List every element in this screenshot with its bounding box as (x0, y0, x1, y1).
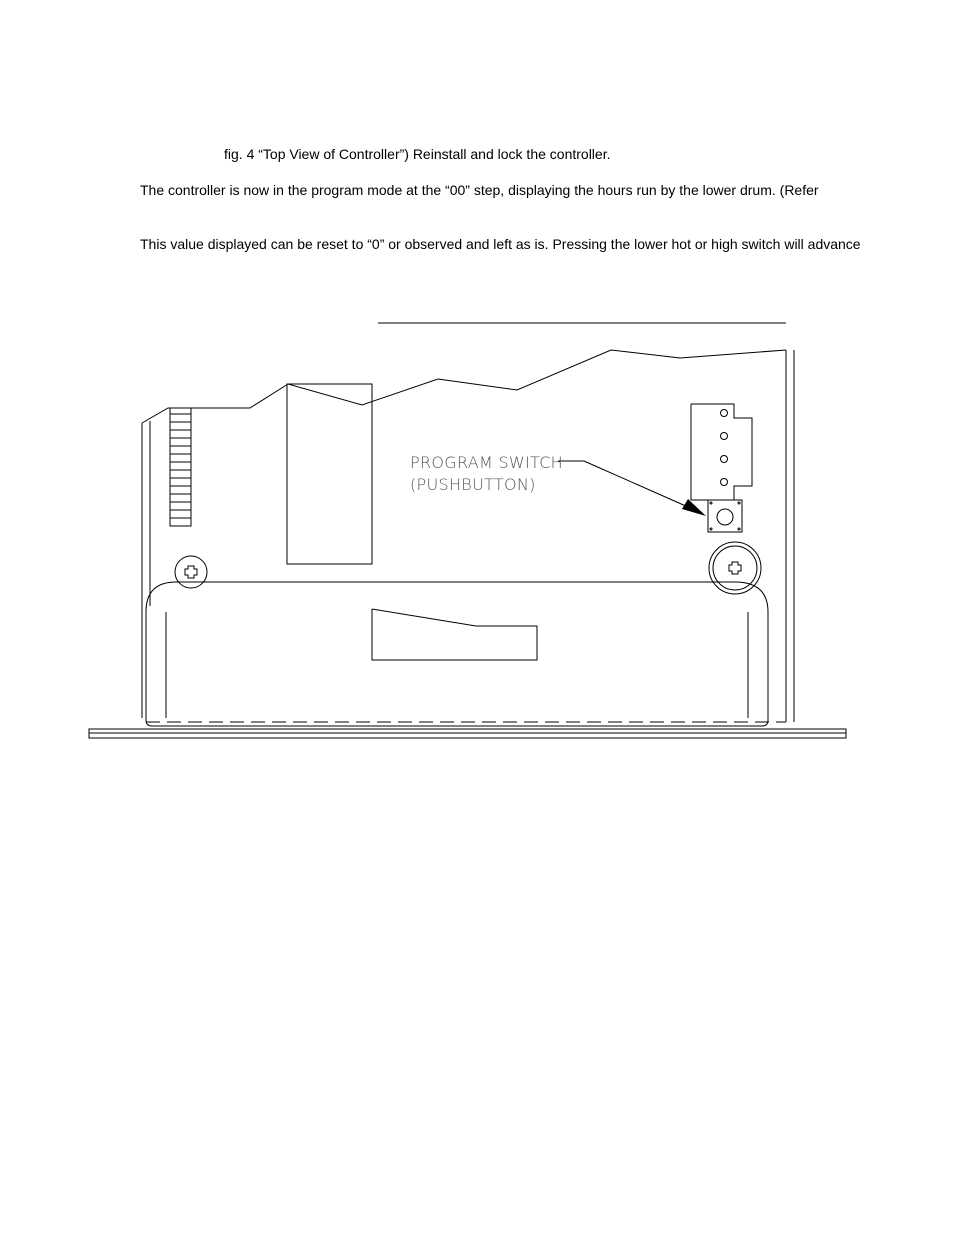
paragraph-1: fig. 4 “Top View of Controller”) Reinstall and lock the controller. (224, 146, 611, 162)
left-screw (175, 556, 207, 588)
callout-arrowhead (682, 499, 706, 516)
paragraph-2: The controller is now in the program mode at the “00” step, displaying the hours run by the lower drum. (Refer (140, 182, 819, 198)
terminal-connector (691, 404, 752, 500)
ribbon-connector (170, 408, 191, 526)
callout-leader-diagonal (584, 461, 688, 507)
callout-label-line2: (PUSHBUTTON) (410, 475, 536, 494)
bezel-outline (146, 582, 768, 726)
right-screw (709, 542, 761, 594)
paragraph-3: This value displayed can be reset to “0” or observed and left as is. Pressing the lower hot or high switch will advance (140, 236, 861, 252)
program-switch-pushbutton (708, 500, 742, 532)
callout-label-line1: PROGRAM SWITCH (410, 453, 563, 472)
break-line (142, 350, 786, 423)
display-window (372, 609, 537, 660)
central-component (287, 384, 372, 564)
